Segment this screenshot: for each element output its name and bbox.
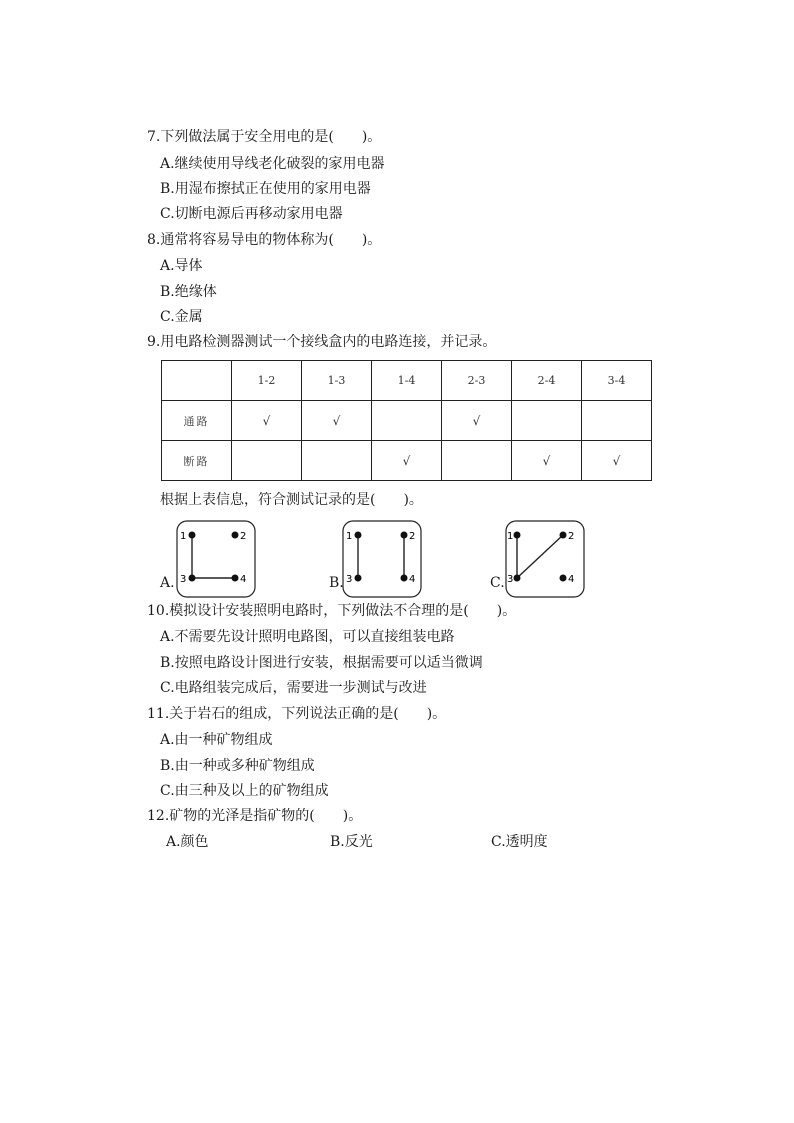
terminal-label: 2 (240, 531, 247, 542)
question-11-stem: 11.关于岩石的组成，下列说法正确的是( )。 (147, 706, 447, 722)
question-8-stem: 8.通常将容易导电的物体称为( )。 (147, 232, 382, 248)
circuit-test-table (161, 360, 652, 481)
question-7-option-c: C.切断电源后再移动家用电器 (160, 206, 343, 222)
junction-box-diagram-b (334, 519, 454, 599)
terminal-label: 4 (409, 574, 416, 585)
question-9-stem: 9.用电路检测器测试一个接线盒内的电路连接，并记录。 (147, 334, 497, 350)
terminal-label: 2 (409, 531, 416, 542)
table-header-row (162, 361, 652, 401)
junction-box-diagram-a (168, 519, 288, 599)
table-cell (232, 441, 302, 481)
diagram-option-a-label: A. (160, 575, 175, 591)
question-12-option-c: C.透明度 (491, 834, 548, 850)
table-header-cell: 1-4 (372, 361, 442, 401)
table-cell: √ (302, 401, 372, 441)
question-12-option-b: B.反光 (330, 834, 373, 850)
table-cell (302, 441, 372, 481)
diagram-option-b-label: B. (329, 575, 344, 591)
terminal-label: 1 (180, 531, 187, 542)
question-8-option-c: C.金属 (160, 309, 203, 325)
table-cell (512, 401, 582, 441)
question-8-option-b: B.绝缘体 (160, 284, 217, 300)
terminal-label: 4 (240, 574, 247, 585)
terminal-label: 3 (507, 574, 514, 585)
terminal-label: 1 (507, 531, 514, 542)
table-cell (372, 401, 442, 441)
diagram-option-c-label: C. (490, 575, 505, 591)
table-row-label: 通路 (162, 401, 232, 441)
question-10-option-c: C.电路组装完成后，需要进一步测试与改进 (160, 680, 427, 696)
terminal-label: 4 (568, 574, 575, 585)
terminal-label: 3 (346, 574, 353, 585)
question-7-stem: 7.下列做法属于安全用电的是( )。 (147, 129, 382, 145)
table-row-label: 断路 (162, 441, 232, 481)
table-cell: √ (372, 441, 442, 481)
table-header-cell: 1-2 (232, 361, 302, 401)
table-cell (582, 401, 652, 441)
terminal-label: 3 (180, 574, 187, 585)
table-header-cell: 3-4 (582, 361, 652, 401)
question-10-option-b: B.按照电路设计图进行安装，根据需要可以适当微调 (160, 655, 483, 671)
question-9-prompt: 根据上表信息，符合测试记录的是( )。 (160, 492, 423, 508)
table-cell: √ (442, 401, 512, 441)
table-row (162, 441, 652, 481)
table-cell: √ (582, 441, 652, 481)
question-7-option-a: A.继续使用导线老化破裂的家用电器 (160, 156, 385, 172)
table-header-cell: 2-4 (512, 361, 582, 401)
table-cell (442, 441, 512, 481)
junction-box-diagram-c (497, 519, 617, 599)
question-10-stem: 10.模拟设计安装照明电路时，下列做法不合理的是( )。 (147, 603, 517, 619)
table-header-cell: 1-3 (302, 361, 372, 401)
table-row (162, 401, 652, 441)
question-8-option-a: A.导体 (160, 258, 203, 274)
question-11-option-b: B.由一种或多种矿物组成 (160, 758, 315, 774)
question-10-option-a: A.不需要先设计照明电路图，可以直接组装电路 (160, 629, 455, 645)
terminal-label: 2 (568, 531, 575, 542)
table-header-cell: 2-3 (442, 361, 512, 401)
question-12-option-a: A.颜色 (166, 834, 209, 850)
table-header-cell (162, 361, 232, 401)
terminal-label: 1 (346, 531, 353, 542)
question-11-option-a: A.由一种矿物组成 (160, 732, 273, 748)
question-12-stem: 12.矿物的光泽是指矿物的( )。 (147, 808, 363, 824)
table-cell: √ (232, 401, 302, 441)
question-11-option-c: C.由三种及以上的矿物组成 (160, 783, 329, 799)
table-cell: √ (512, 441, 582, 481)
question-7-option-b: B.用湿布擦拭正在使用的家用电器 (160, 181, 371, 197)
